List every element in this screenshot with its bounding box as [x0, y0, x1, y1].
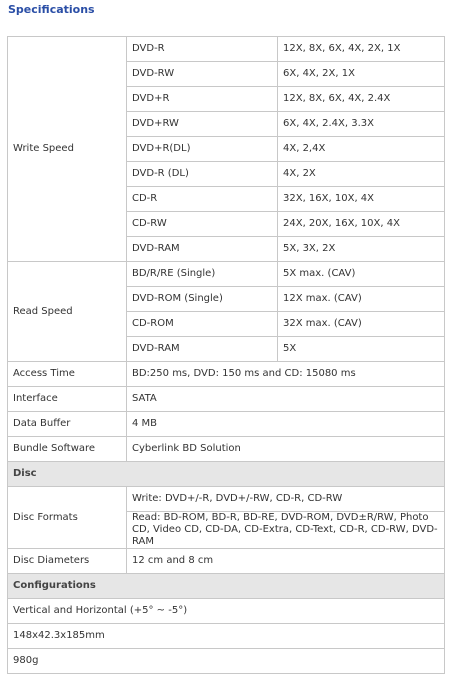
table-row	[8, 437, 445, 462]
data-buffer-label: Data Buffer	[8, 412, 127, 437]
section-header-row	[8, 574, 445, 599]
table-row	[8, 387, 445, 412]
disc-formats-label: Disc Formats	[8, 487, 127, 549]
write-media-cell: DVD-R	[127, 37, 278, 62]
read-speed-label: Read Speed	[8, 262, 127, 362]
read-speed-value: 12X max. (CAV)	[278, 287, 445, 312]
disc-diameters-label: Disc Diameters	[8, 549, 127, 574]
write-speed-value: 6X, 4X, 2.4X, 3.3X	[278, 112, 445, 137]
read-speed-value: 5X max. (CAV)	[278, 262, 445, 287]
weight-value: 980g	[8, 649, 445, 674]
table-row	[8, 487, 445, 512]
disc-diameters-value: 12 cm and 8 cm	[127, 549, 445, 574]
disc-write-formats: Write: DVD+/-R, DVD+/-RW, CD-R, CD-RW	[127, 487, 445, 512]
write-speed-label: Write Speed	[8, 37, 127, 262]
write-speed-value: 4X, 2X	[278, 162, 445, 187]
write-speed-value: 32X, 16X, 10X, 4X	[278, 187, 445, 212]
table-row	[8, 262, 445, 287]
write-speed-value: 12X, 8X, 6X, 4X, 2X, 1X	[278, 37, 445, 62]
table-row	[8, 549, 445, 574]
write-media-cell: CD-RW	[127, 212, 278, 237]
write-media-cell: DVD+RW	[127, 112, 278, 137]
write-media-cell: DVD-RAM	[127, 237, 278, 262]
read-media-cell: DVD-ROM (Single)	[127, 287, 278, 312]
read-media-cell: DVD-RAM	[127, 337, 278, 362]
write-media-cell: DVD-RW	[127, 62, 278, 87]
write-media-cell: DVD-R (DL)	[127, 162, 278, 187]
data-buffer-value: 4 MB	[127, 412, 445, 437]
table-row	[8, 599, 445, 624]
write-speed-value: 4X, 2,4X	[278, 137, 445, 162]
configurations-section-heading: Configurations	[8, 574, 445, 599]
write-media-cell: DVD+R(DL)	[127, 137, 278, 162]
table-row	[8, 412, 445, 437]
table-row	[8, 37, 445, 62]
table-row	[8, 624, 445, 649]
specifications-table	[7, 36, 445, 674]
write-speed-value: 6X, 4X, 2X, 1X	[278, 62, 445, 87]
bundle-software-label: Bundle Software	[8, 437, 127, 462]
interface-label: Interface	[8, 387, 127, 412]
disc-read-formats: Read: BD-ROM, BD-R, BD-RE, DVD-ROM, DVD±R/RW, Photo CD, Video CD, CD-DA, CD-Extra, CD-Text, CD-R, CD-RW, DVD-RAM	[127, 512, 445, 549]
read-media-cell: BD/R/RE (Single)	[127, 262, 278, 287]
section-header-row	[8, 462, 445, 487]
access-time-value: BD:250 ms, DVD: 150 ms and CD: 15080 ms	[127, 362, 445, 387]
write-speed-value: 5X, 3X, 2X	[278, 237, 445, 262]
disc-section-heading: Disc	[8, 462, 445, 487]
read-media-cell: CD-ROM	[127, 312, 278, 337]
dimensions-value: 148x42.3x185mm	[8, 624, 445, 649]
interface-value: SATA	[127, 387, 445, 412]
page-title: Specifications	[8, 3, 95, 16]
table-row	[8, 649, 445, 674]
orientation-value: Vertical and Horizontal (+5° ~ -5°)	[8, 599, 445, 624]
read-speed-value: 5X	[278, 337, 445, 362]
bundle-software-value: Cyberlink BD Solution	[127, 437, 445, 462]
write-media-cell: CD-R	[127, 187, 278, 212]
write-media-cell: DVD+R	[127, 87, 278, 112]
read-speed-value: 32X max. (CAV)	[278, 312, 445, 337]
write-speed-value: 12X, 8X, 6X, 4X, 2.4X	[278, 87, 445, 112]
access-time-label: Access Time	[8, 362, 127, 387]
write-speed-value: 24X, 20X, 16X, 10X, 4X	[278, 212, 445, 237]
table-row	[8, 362, 445, 387]
